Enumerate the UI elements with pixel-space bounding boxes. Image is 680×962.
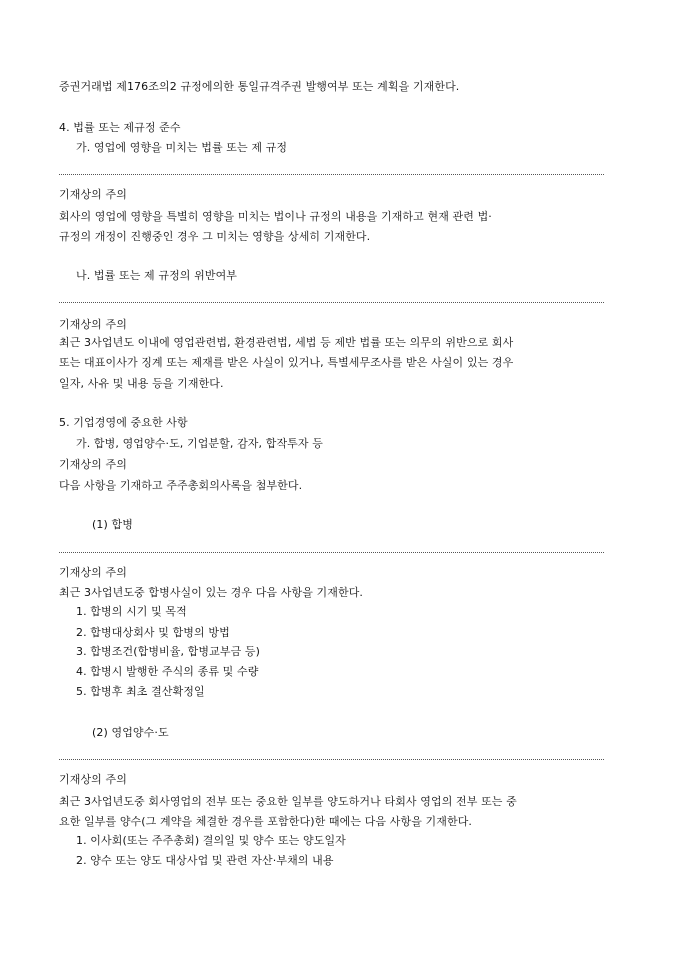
- section-4a-title: 가. 영업에 영향을 미치는 법률 또는 제 규정: [76, 141, 288, 154]
- transfer-subtitle: (2) 영업양수·도: [92, 726, 169, 739]
- intro-text: 증권거래법 제176조의2 규정에의한 통일규격주권 발행여부 또는 계획을 기재한다.: [59, 80, 460, 93]
- note-text-line: 다음 사항을 기재하고 주주총회의사록을 첨부한다.: [59, 479, 303, 492]
- fill-in-dotted-line: [59, 552, 604, 553]
- note-text-line: 또는 대표이사가 징계 또는 제재를 받은 사실이 있거나, 특별세무조사를 받은 사실이 있는 경우: [59, 356, 514, 369]
- note-text-line: 규정의 개정이 진행중인 경우 그 미치는 영향을 상세히 기재한다.: [59, 230, 371, 243]
- list-item: 1. 이사회(또는 주주총회) 결의일 및 양수 또는 양도일자: [76, 834, 346, 847]
- note-text-line: 일자, 사유 및 내용 등을 기재한다.: [59, 377, 224, 390]
- fill-in-dotted-line: [59, 174, 604, 175]
- section-4b-title: 나. 법률 또는 제 규정의 위반여부: [76, 269, 238, 282]
- list-item: 2. 양수 또는 양도 대상사업 및 관련 자산·부채의 내용: [76, 854, 334, 867]
- section-5a-title: 가. 합병, 영업양수·도, 기업분할, 감자, 합작투자 등: [76, 437, 323, 450]
- list-item: 2. 합병대상회사 및 합병의 방법: [76, 626, 230, 639]
- note-text-line: 최근 3사업년도중 회사영업의 전부 또는 중요한 일부를 양도하거나 타회사 영업의 전부 또는 중: [59, 795, 517, 808]
- fill-in-dotted-line: [59, 302, 604, 303]
- note-text-line: 회사의 영업에 영향을 특별히 영향을 미치는 법이나 규정의 내용을 기재하고 현재 관련 법·: [59, 210, 492, 223]
- section-5-heading: 5. 기업경영에 중요한 사항: [59, 416, 188, 429]
- list-item: 3. 합병조건(합병비율, 합병교부금 등): [76, 645, 261, 658]
- note-label: 기재상의 주의: [59, 773, 127, 786]
- merger-subtitle: (1) 합병: [92, 518, 133, 531]
- list-item: 5. 합병후 최초 결산확정일: [76, 685, 205, 698]
- note-text-line: 최근 3사업년도 이내에 영업관련법, 환경관련법, 세법 등 제반 법률 또는 의무의 위반으로 회사: [59, 336, 514, 349]
- list-item: 1. 합병의 시기 및 목적: [76, 605, 187, 618]
- note-label: 기재상의 주의: [59, 458, 127, 471]
- note-text-line: 요한 일부를 양수(그 계약을 체결한 경우를 포함한다)한 때에는 다음 사항을 기재한다.: [59, 815, 473, 828]
- section-4-heading: 4. 법률 또는 제규정 준수: [59, 121, 181, 134]
- list-item: 4. 합병시 발행한 주식의 종류 및 수량: [76, 665, 259, 678]
- note-text-line: 최근 3사업년도중 합병사실이 있는 경우 다음 사항을 기재한다.: [59, 586, 364, 599]
- note-label: 기재상의 주의: [59, 318, 127, 331]
- fill-in-dotted-line: [59, 759, 604, 760]
- note-label: 기재상의 주의: [59, 566, 127, 579]
- note-label: 기재상의 주의: [59, 188, 127, 201]
